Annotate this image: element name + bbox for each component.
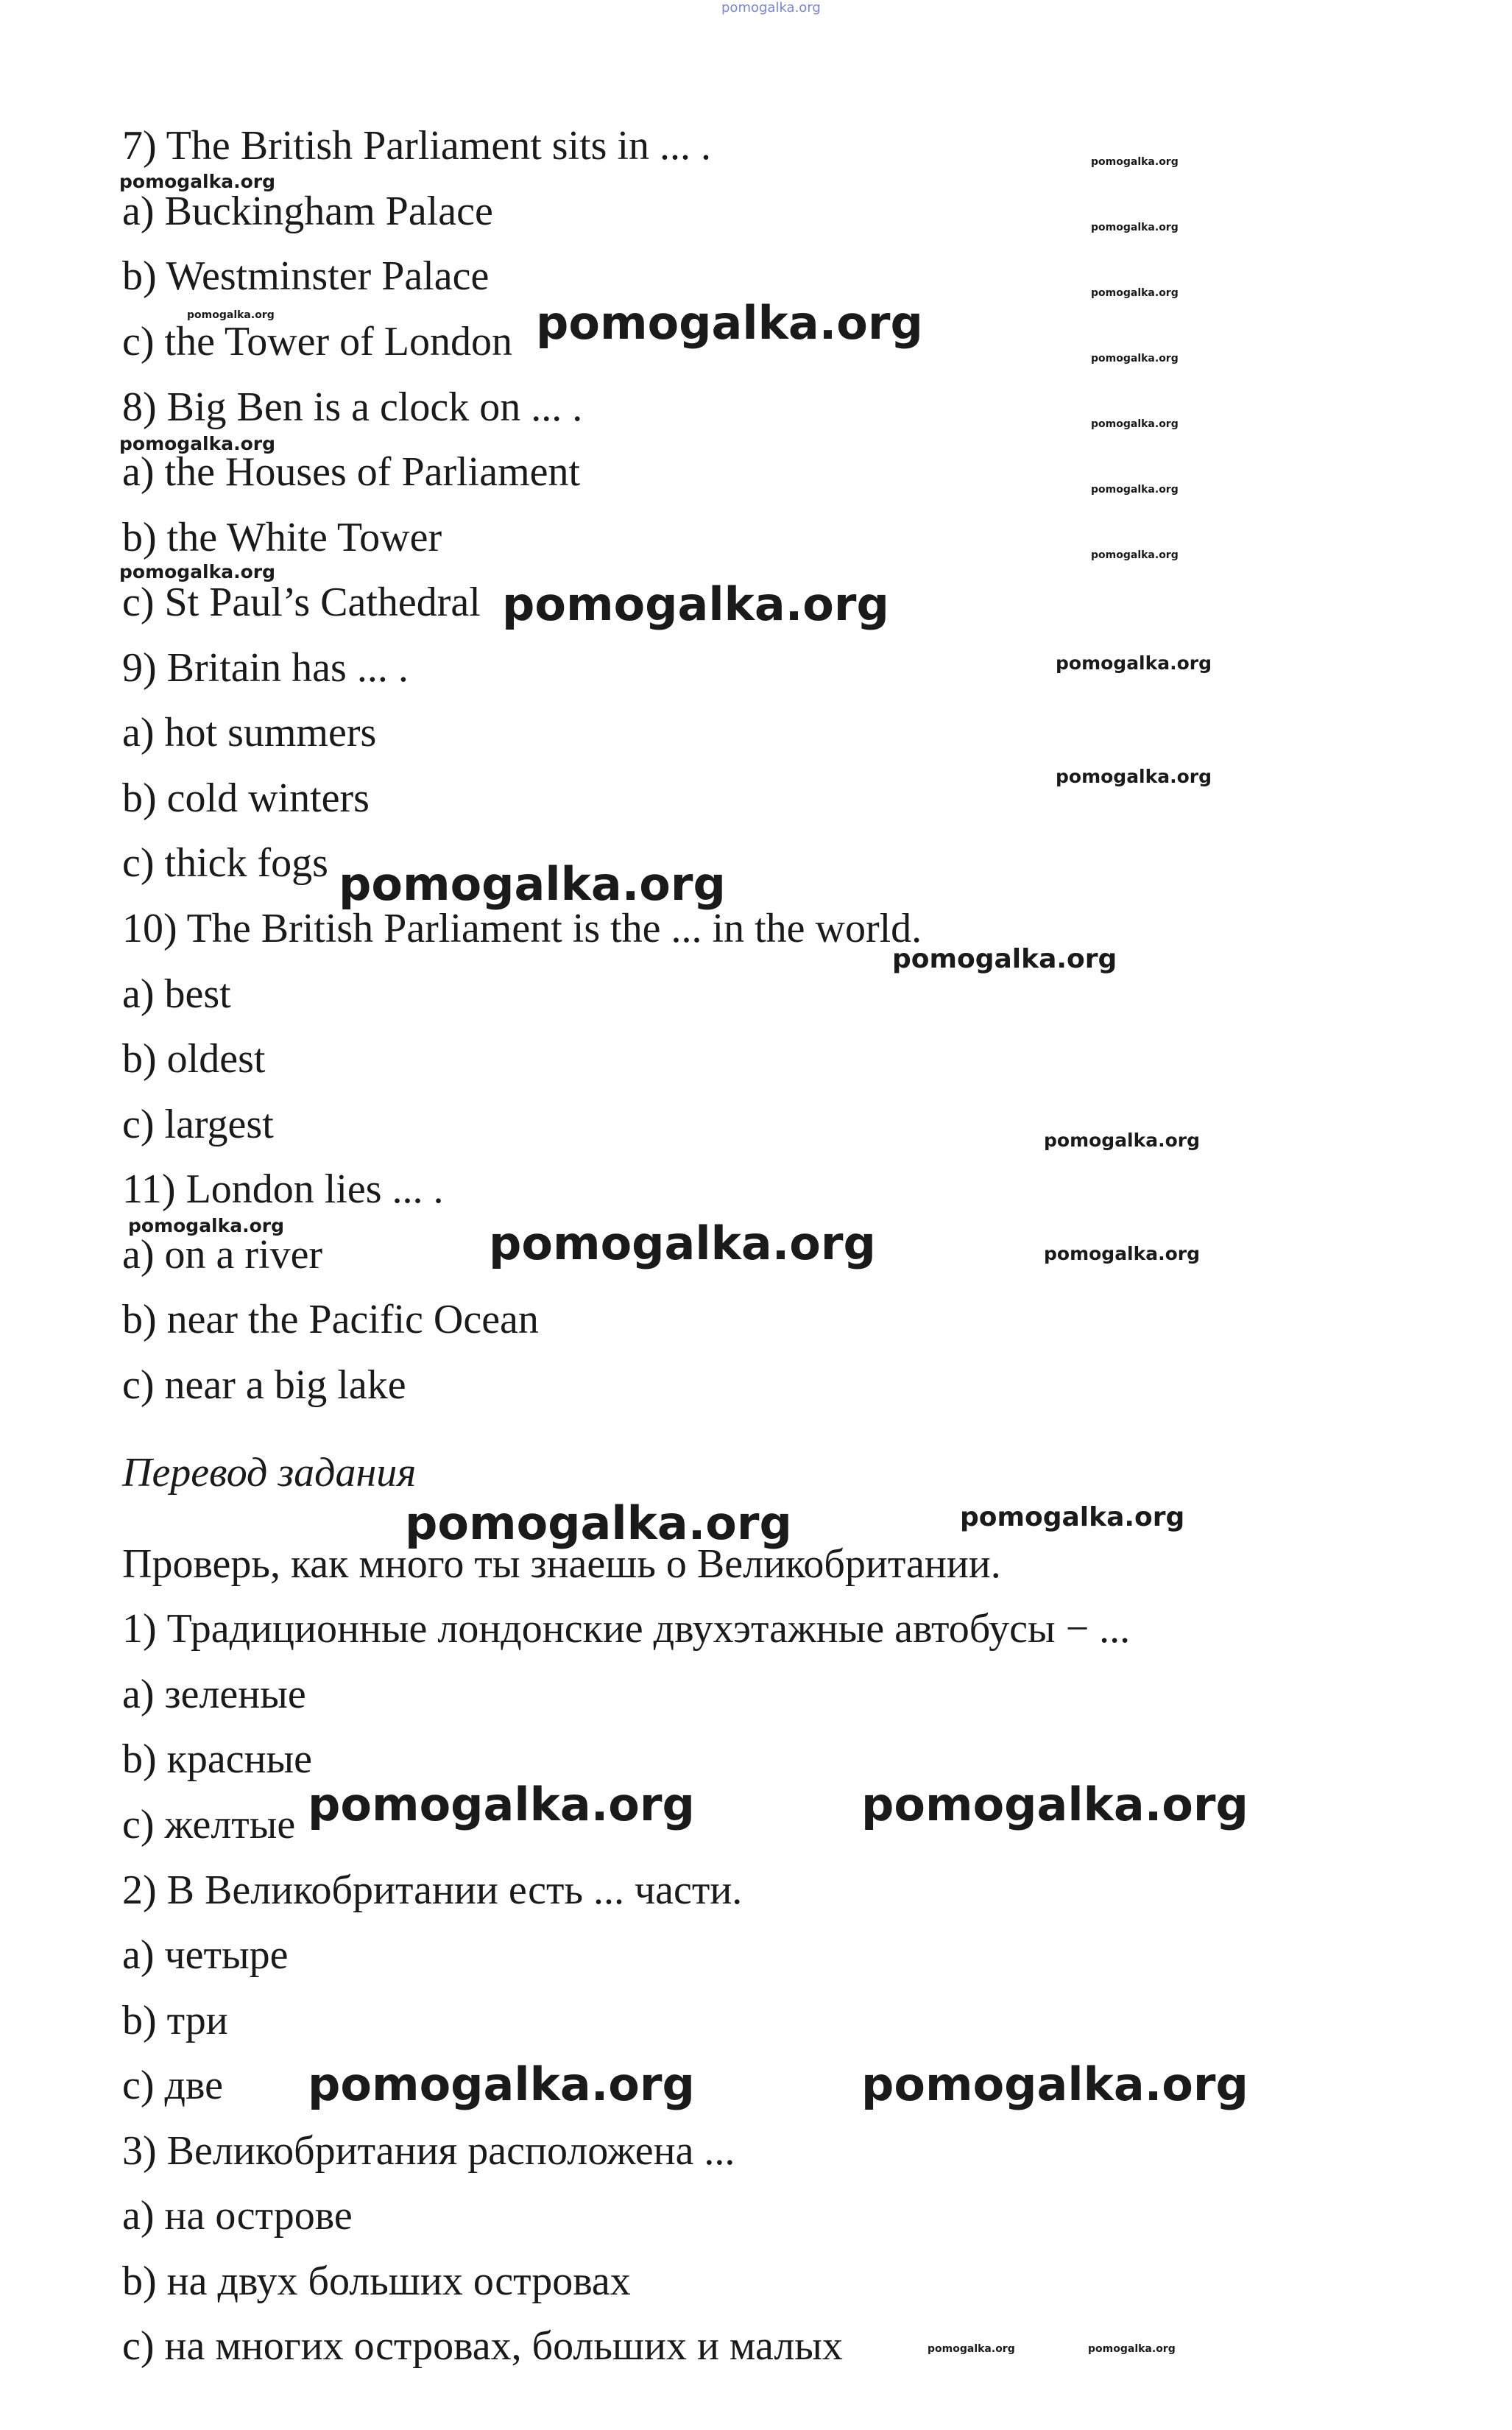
watermark: pomogalka.org bbox=[861, 1778, 1248, 1831]
ru-question-1: 1) Традиционные лондонские двухэтажные автобусы − ... bbox=[122, 1606, 1131, 1652]
question-7: 7) The British Parliament sits in ... . bbox=[122, 123, 712, 169]
ru-answer-1b: b) красные bbox=[122, 1736, 313, 1782]
watermark: pomogalka.org bbox=[928, 2343, 1015, 2355]
watermark: pomogalka.org bbox=[1091, 353, 1179, 364]
ru-answer-1a: a) зеленые bbox=[122, 1672, 306, 1717]
watermark: pomogalka.org bbox=[405, 1496, 792, 1550]
answer-10b: b) oldest bbox=[122, 1036, 266, 1082]
question-10: 10) The British Parliament is the ... in the world. bbox=[122, 906, 922, 951]
answer-7b: b) Westminster Palace bbox=[122, 253, 490, 299]
watermark: pomogalka.org bbox=[187, 309, 275, 321]
watermark: pomogalka.org bbox=[308, 2057, 695, 2111]
ru-answer-3c: c) на многих островах, больших и малых bbox=[122, 2323, 843, 2369]
ru-answer-3b: b) на двух больших островах bbox=[122, 2258, 631, 2304]
watermark: pomogalka.org bbox=[1091, 484, 1179, 496]
watermark: pomogalka.org bbox=[1091, 287, 1179, 299]
translation-heading: Перевод задания bbox=[122, 1450, 417, 1496]
ru-question-3: 3) Великобритания расположена ... bbox=[122, 2128, 735, 2174]
answer-7c: c) the Tower of London bbox=[122, 319, 513, 364]
ru-answer-2b: b) три bbox=[122, 1998, 228, 2043]
answer-10c: c) largest bbox=[122, 1102, 274, 1147]
watermark: pomogalka.org bbox=[1088, 2343, 1176, 2355]
watermark: pomogalka.org bbox=[960, 1502, 1185, 1532]
question-8: 8) Big Ben is a clock on ... . bbox=[122, 384, 583, 430]
top-watermark: pomogalka.org bbox=[721, 0, 821, 15]
answer-7a: a) Buckingham Palace bbox=[122, 189, 493, 234]
watermark: pomogalka.org bbox=[119, 433, 276, 454]
question-9: 9) Britain has ... . bbox=[122, 645, 409, 691]
question-11: 11) London lies ... . bbox=[122, 1166, 444, 1212]
watermark: pomogalka.org bbox=[502, 577, 889, 631]
ru-answer-2a: a) четыре bbox=[122, 1932, 289, 1978]
answer-11a: a) on a river bbox=[122, 1232, 323, 1278]
watermark: pomogalka.org bbox=[1056, 652, 1212, 674]
ru-question-2: 2) В Великобритании есть ... части. bbox=[122, 1867, 743, 1913]
answer-9c: c) thick fogs bbox=[122, 840, 328, 886]
watermark: pomogalka.org bbox=[536, 296, 923, 350]
watermark: pomogalka.org bbox=[861, 2057, 1248, 2111]
ru-answer-2c: c) две bbox=[122, 2063, 223, 2108]
watermark: pomogalka.org bbox=[339, 857, 726, 911]
watermark: pomogalka.org bbox=[119, 171, 276, 192]
answer-11b: b) near the Pacific Ocean bbox=[122, 1297, 539, 1342]
watermark: pomogalka.org bbox=[892, 944, 1117, 974]
ru-answer-3a: a) на острове bbox=[122, 2193, 353, 2239]
watermark: pomogalka.org bbox=[1091, 222, 1179, 233]
answer-8a: a) the Houses of Parliament bbox=[122, 449, 581, 495]
answer-9b: b) cold winters bbox=[122, 775, 370, 821]
ru-answer-1c: c) желтые bbox=[122, 1802, 296, 1848]
watermark: pomogalka.org bbox=[308, 1778, 695, 1831]
answer-9a: a) hot summers bbox=[122, 710, 377, 756]
watermark: pomogalka.org bbox=[1044, 1243, 1201, 1264]
watermark: pomogalka.org bbox=[1091, 549, 1179, 561]
watermark: pomogalka.org bbox=[489, 1216, 876, 1270]
watermark: pomogalka.org bbox=[1044, 1130, 1201, 1151]
answer-8b: b) the White Tower bbox=[122, 515, 442, 560]
answer-11c: c) near a big lake bbox=[122, 1362, 406, 1408]
answer-8c: c) St Paul’s Cathedral bbox=[122, 580, 481, 625]
answer-10a: a) best bbox=[122, 971, 231, 1017]
watermark: pomogalka.org bbox=[128, 1215, 285, 1236]
ru-intro: Проверь, как много ты знаешь о Великобритании. bbox=[122, 1541, 1001, 1587]
watermark: pomogalka.org bbox=[119, 561, 276, 582]
watermark: pomogalka.org bbox=[1091, 156, 1179, 168]
watermark: pomogalka.org bbox=[1091, 418, 1179, 430]
watermark: pomogalka.org bbox=[1056, 766, 1212, 787]
